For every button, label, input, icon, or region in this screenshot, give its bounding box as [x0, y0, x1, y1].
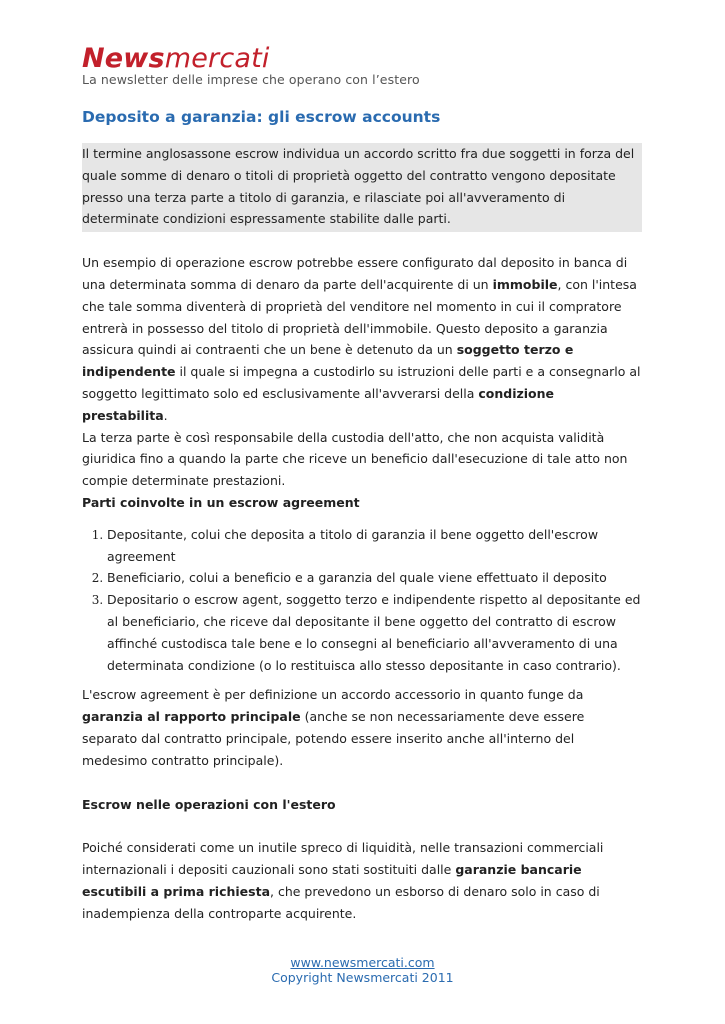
p3-text-a: L'escrow agreement è per definizione un accordo accessorio in quanto funge da	[82, 687, 584, 703]
p1-bold-soggetto: soggetto terzo e indipendente	[82, 342, 574, 380]
intro-paragraph: Il termine anglosassone escrow individua un accordo scritto fra due soggetti in forza del quale somme di denaro o titoli di proprietà oggetto del contratto vengono depositate presso una terza parte a titolo di garanzia, e rilasciate poi all'avveramento di determinate condizioni espressamente stabilite dalle parti.	[82, 143, 642, 232]
p1-text-e: .	[163, 407, 168, 423]
article-body	[82, 143, 642, 925]
paragraph-foreign	[82, 837, 642, 924]
p1-bold-immobile: immobile	[492, 276, 558, 292]
paragraph-example	[82, 252, 642, 426]
spacer	[82, 815, 642, 837]
p4-text-a: Poiché considerati come un inutile spreco di liquidità, nelle transazioni commerciali internazionali i depositi cauzionali sono stati sostituiti dalle	[82, 840, 604, 878]
p3-bold: garanzia al rapporto principale	[82, 709, 301, 725]
paragraph-agreement	[82, 684, 642, 771]
p1-bold-condizione: condizione prestabilita	[82, 385, 555, 423]
p3-text-c: (anche se non necessariamente deve essere separato dal contratto principale, potendo essere inserito anche all'interno del medesimo contratto principale).	[82, 709, 585, 768]
logo-mercati: mercati	[164, 43, 270, 74]
p1-text-d: il quale si impegna a custodirlo su istruzioni delle parti e a consegnarlo al soggetto legittimato solo ed esclusivamente all'avverarsi della	[82, 364, 641, 401]
p4-bold: garanzie bancarie escutibili a prima richiesta	[82, 862, 582, 899]
list-item: 1. Depositante, colui che deposita a titolo di garanzia il bene oggetto dell'escrow agreement	[107, 524, 642, 568]
newsmercati-logo	[82, 44, 420, 87]
logo-wordmark	[82, 44, 420, 74]
p4-text-c: , che prevedono un esborso di denaro solo in caso di inadempienza della controparte acquirente.	[82, 883, 600, 921]
logo-news: News	[82, 43, 165, 74]
website-link[interactable]: www.newsmercati.com	[290, 955, 435, 970]
article-title: Deposito a garanzia: gli escrow accounts	[82, 108, 441, 126]
list-item: 3. Depositario o escrow agent, soggetto terzo e indipendente rispetto al depositante ed al beneficiario, che riceve dal depositante il bene oggetto del contratto di escrow affinché custodisca tale bene e lo consegni al beneficiario all'avveramento di una determinata condizione (o lo restituisca allo stesso depositante in caso contrario).	[107, 589, 642, 676]
page-footer	[0, 955, 725, 985]
paragraph-third-party: La terza parte è così responsabile della custodia dell'atto, che non acquista validità giuridica fino a quando la parte che riceve un beneficio dall'esecuzione di tale atto non compie determinate prestazioni.	[82, 429, 628, 489]
list-item: 2. Beneficiario, colui a beneficio e a garanzia del quale viene effettuato il deposito	[107, 567, 642, 589]
copyright-text: Copyright Newsmercati 2011	[271, 970, 454, 985]
parties-list	[82, 524, 642, 677]
logo-tagline: La newsletter delle imprese che operano con l’estero	[82, 72, 420, 87]
p1-text-c: , con l'intesa che tale somma diventerà di proprietà del venditore nel momento in cui il compratore entrerà in possesso del titolo di proprietà dell'immobile. Questo deposito a garanzia assicura quindi ai contraenti che un bene è detenuto da un	[82, 276, 637, 358]
p1-text-a: Un esempio di operazione escrow potrebbe essere configurato dal deposito in banca di una determinata somma di denaro da parte dell'acquirente di un	[82, 255, 628, 292]
foreign-heading: Escrow nelle operazioni con l'estero	[82, 796, 336, 812]
spacer	[82, 772, 642, 794]
parties-heading: Parti coinvolte in un escrow agreement	[82, 494, 360, 510]
